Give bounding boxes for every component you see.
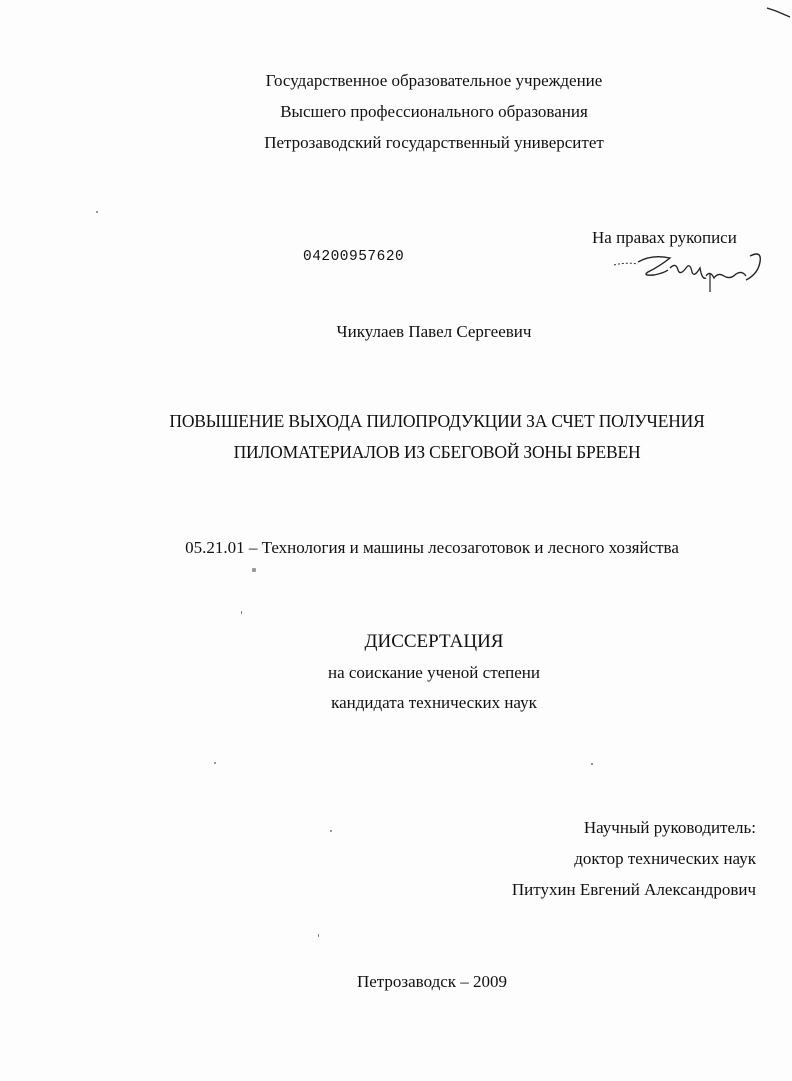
degree-line-2: кандидата технических наук (331, 693, 537, 712)
scan-speck (96, 211, 98, 213)
dissertation-title-line-2: ПИЛОМАТЕРИАЛОВ ИЗ СБЕГОВОЙ ЗОНЫ БРЕВЕН (233, 442, 641, 462)
institution-line-2: Высшего профессионального образования (280, 102, 588, 121)
scan-speck (330, 830, 332, 832)
institution-line-3: Петрозаводский государственный университет (264, 133, 604, 152)
specialty-code: 05.21.01 – Технология и машины лесозаготовок и лесного хозяйства (185, 538, 679, 557)
dissertation-title-line-1: ПОВЫШЕНИЕ ВЫХОДА ПИЛОПРОДУКЦИИ ЗА СЧЕТ ПОЛУЧЕНИЯ (169, 411, 705, 431)
scan-speck (252, 568, 256, 572)
place-and-year: Петрозаводск – 2009 (356, 972, 508, 991)
corner-mark (766, 4, 792, 18)
supervisor-degree: доктор технических наук (574, 849, 756, 868)
supervisor-label: Научный руководитель: (583, 818, 756, 837)
document-number: 04200957620 (303, 249, 405, 265)
institution-line-1: Государственное образовательное учреждение (265, 71, 603, 90)
scan-speck (318, 934, 319, 937)
author-signature (612, 248, 772, 298)
scan-speck (591, 763, 593, 765)
supervisor-name: Питухин Евгений Александрович (511, 880, 756, 899)
document-type-heading: ДИССЕРТАЦИЯ (364, 631, 504, 652)
degree-line-1: на соискание ученой степени (327, 663, 541, 682)
author-name: Чикулаев Павел Сергеевич (336, 322, 532, 341)
scan-speck (214, 762, 216, 764)
scan-speck (241, 611, 242, 614)
rights-reserved-note: На правах рукописи (592, 228, 737, 247)
